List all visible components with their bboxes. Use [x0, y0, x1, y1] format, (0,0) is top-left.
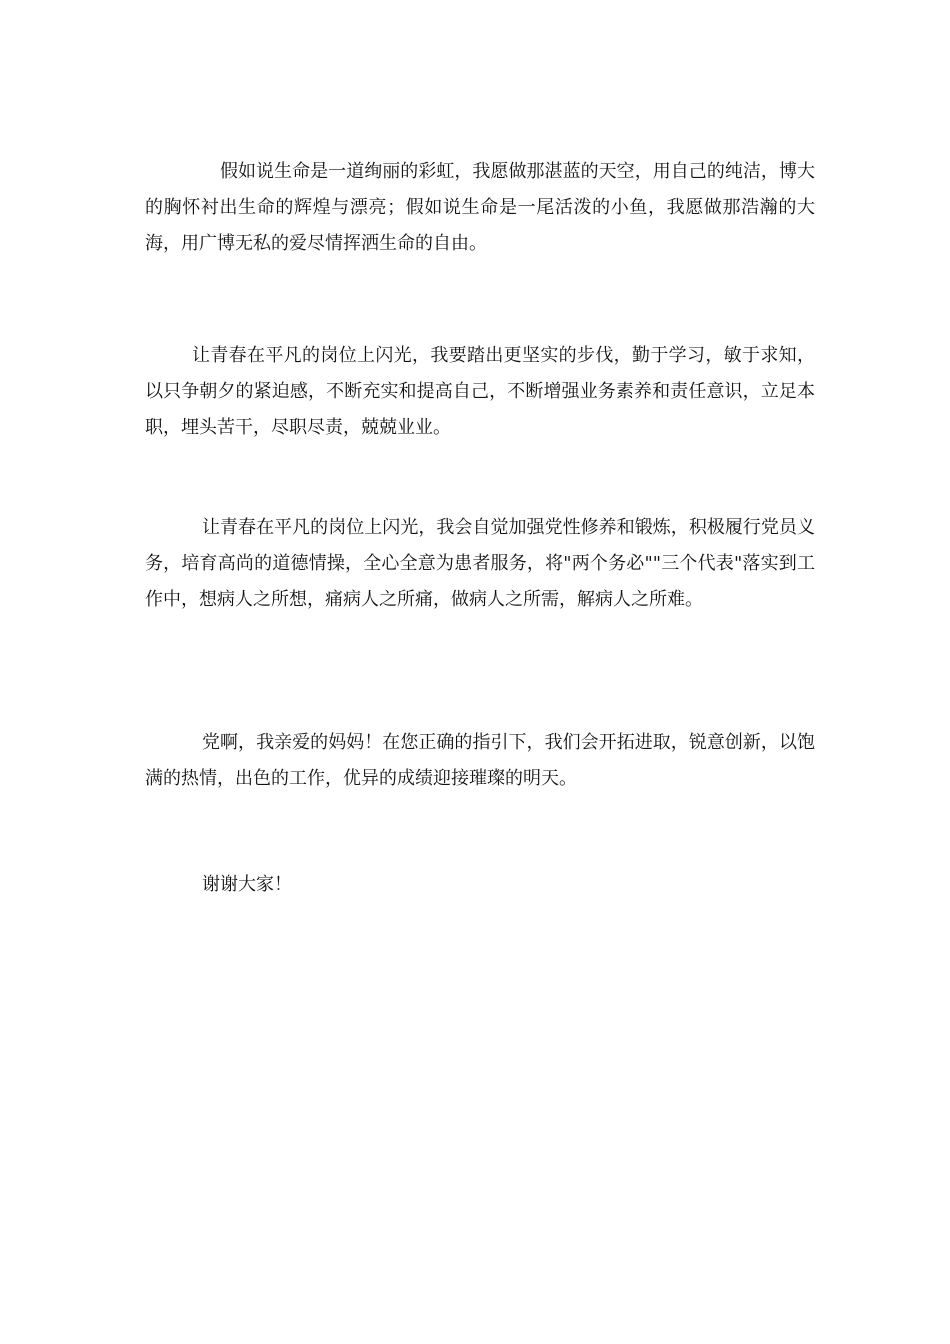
- paragraph-youth-study: 让青春在平凡的岗位上闪光，我要踏出更坚实的步伐，勤于学习，敏于求知，以只争朝夕的紧迫感，不断充实和提高自己，不断增强业务素养和责任意识，立足本职，埋头苦干，尽职尽责，兢兢业业。: [145, 345, 815, 438]
- paragraph-rainbow: 假如说生命是一道绚丽的彩虹，我愿做那湛蓝的天空，用自己的纯洁，博大的胸怀衬出生命的辉煌与漂亮；假如说生命是一尾活泼的小鱼，我愿做那浩瀚的大海，用广博无私的爱尽情挥洒生命的自由。: [145, 161, 815, 254]
- paragraph-party-mother: 党啊，我亲爱的妈妈！在您正确的指引下，我们会开拓进取，锐意创新，以饱满的热情，出色的工作，优异的成绩迎接璀璨的明天。: [145, 732, 815, 789]
- paragraph-youth-party: 让青春在平凡的岗位上闪光，我会自觉加强党性修养和锻炼，积极履行党员义务，培育高尚的道德情操，全心全意为患者服务，将"两个务必""三个代表"落实到工作中，想病人之所想，痛病人之所痛，做病人之所需，解病人之所难。: [145, 517, 815, 610]
- paragraph-thanks: 谢谢大家！: [202, 874, 292, 895]
